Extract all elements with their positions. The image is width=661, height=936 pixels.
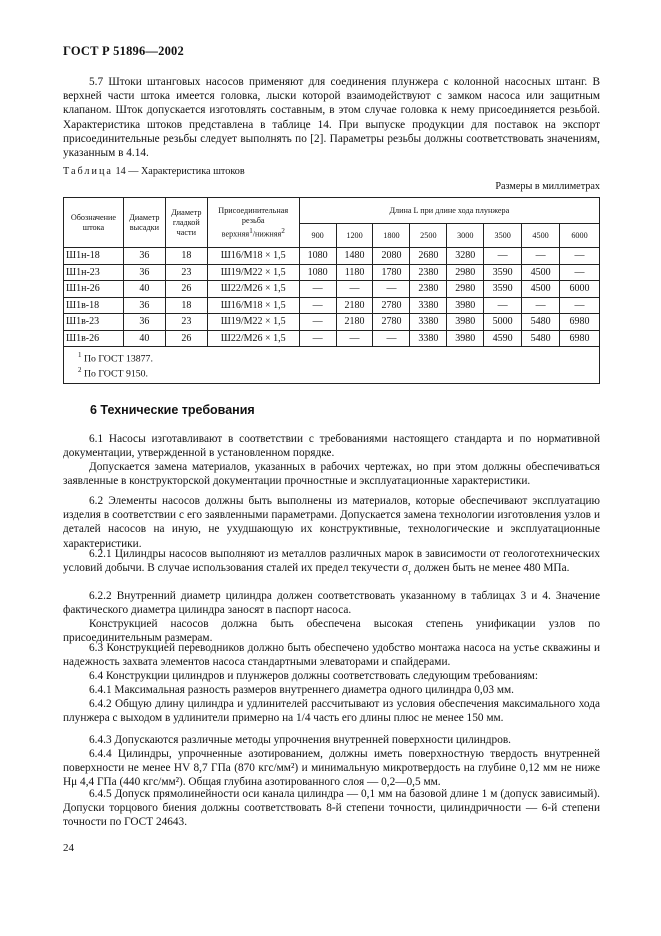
table-cell: 2980: [447, 281, 484, 298]
table-cell: 1080: [299, 248, 336, 265]
table-cell: 2780: [373, 314, 410, 331]
header-smooth-diameter: Диаметр гладкой части: [165, 198, 207, 248]
table-cell: —: [299, 297, 336, 314]
paragraph-6-1-materials: Допускается замена материалов, указанных в рабочих чертежах, но при этом должны обеспечиваться заявленные в конструкторской документации прочностные и эксплуатационные характеристики.: [63, 461, 600, 488]
table-cell: 3380: [410, 330, 447, 347]
table-caption-text: 14 — Характеристика штоков: [115, 166, 245, 177]
table-cell: —: [373, 330, 410, 347]
paragraph-6-2: 6.2 Элементы насосов должны быть выполнены из материалов, которые обеспечивают эксплуатацию изделия в соответствии с его заявленными параметрами. Допускается замена технологии изготовления узлов и деталей насосов на иную, не ухудшающую их конструктивные, технологические и эксплуатационные характеристики.: [63, 495, 600, 550]
table-cell: Ш1н-26: [64, 281, 124, 298]
table-cell: Ш1в-26: [64, 330, 124, 347]
paragraph-6-2-1: [63, 547, 600, 580]
table-cell: 3380: [410, 314, 447, 331]
table-cell: 6980: [560, 314, 600, 331]
table-cell: 3980: [447, 297, 484, 314]
paragraph-6-4-2-end: часть его длины плюс не менее 150 мм.: [310, 712, 504, 725]
table-cell: 36: [123, 248, 165, 265]
footnotes-cell: $^1$ По ГОСТ 13877. $^2$ По ГОСТ 9150.: [64, 347, 600, 384]
table-cell: 4500: [522, 264, 560, 281]
stroke-header: 3500: [484, 224, 522, 248]
table-cell: Ш1н-23: [64, 264, 124, 281]
fraction-quarter: 1/4: [296, 712, 311, 725]
table-cell: Ш22/М26 × 1,5: [207, 281, 299, 298]
header-designation: Обозначение штока: [64, 198, 124, 248]
stroke-header: 1800: [373, 224, 410, 248]
table-cell: 5480: [522, 314, 560, 331]
table-cell: 3590: [484, 264, 522, 281]
header-upset-diameter: Диаметр высадки: [123, 198, 165, 248]
stroke-header: 4500: [522, 224, 560, 248]
table-cell: Ш16/М18 × 1,5: [207, 297, 299, 314]
table-cell: 3590: [484, 281, 522, 298]
table-cell: 40: [123, 281, 165, 298]
table-cell: 40: [123, 330, 165, 347]
table-cell: 1780: [373, 264, 410, 281]
table-cell: 26: [165, 281, 207, 298]
table-cell: 36: [123, 264, 165, 281]
table-cell: —: [560, 297, 600, 314]
table-cell: 23: [165, 264, 207, 281]
table-cell: Ш1в-23: [64, 314, 124, 331]
table-cell: 36: [123, 314, 165, 331]
paragraph-6-4-2: [63, 697, 600, 725]
paragraph-6-2-2: 6.2.2 Внутренний диаметр цилиндра должен соответствовать указанному в таблицах 3 и 4. Значение фактического диаметра цилиндра заносят в паспорт насоса.: [63, 590, 600, 617]
table-cell: —: [484, 297, 522, 314]
table-cell: 2180: [336, 297, 373, 314]
table-cell: 3980: [447, 330, 484, 347]
table-cell: 36: [123, 297, 165, 314]
table-cell: 2780: [373, 297, 410, 314]
paragraph-6-4-5: 6.4.5 Допуск прямолинейности оси канала цилиндра — 0,1 мм на базовой длине 1 м (допуск зависимый). Допуски торцового биения должны соответствовать 8-й степени точности, цилиндричности — 6-й степени точности по ГОСТ 24643.: [63, 788, 600, 829]
header-length: Длина L при длине хода плунжера: [299, 198, 599, 224]
paragraph-6-3: 6.3 Конструкцией переводников должно быть обеспечено удобство монтажа насоса на устье скважины и надежность захвата элементов насоса стандартными элеваторами и спайдерами.: [63, 642, 600, 669]
header-thread-upper: верхняя: [221, 229, 250, 239]
paragraph-6-1: 6.1 Насосы изготавливают в соответствии с требованиями настоящего стандарта и по нормативной документации, утвержденной в установленном порядке.: [63, 433, 600, 460]
table-cell: —: [484, 248, 522, 265]
paragraph-6-2-1-start: 6.2.1 Цилиндры насосов выполняют из металлов различных марок в зависимости от геологотехнических условий добычи. В случае использования сталей их предел текучести σ: [63, 548, 600, 575]
table-cell: 2380: [410, 281, 447, 298]
table-cell: 26: [165, 330, 207, 347]
table-cell: Ш1н-18: [64, 248, 124, 265]
header-connecting-thread: Присоединительная резьба верхняя$^1$/нижняя$^2$: [207, 198, 299, 248]
table-cell: 18: [165, 297, 207, 314]
table-cell: —: [299, 330, 336, 347]
paragraph-6-2-1-end: должен быть не менее 480 МПа.: [411, 562, 570, 575]
table-units: Размеры в миллиметрах: [495, 181, 600, 192]
footnote-1: По ГОСТ 13877.: [83, 353, 153, 365]
paragraph-6-2-2-unification: Конструкцией насосов должна быть обеспечена высокая степень унификации узлов по присоединительным размерам.: [63, 618, 600, 645]
table-cell: 3980: [447, 314, 484, 331]
table-caption-label: Таблица: [63, 166, 113, 177]
table-cell: —: [336, 281, 373, 298]
table-cell: —: [560, 248, 600, 265]
footnote-2: По ГОСТ 9150.: [83, 368, 149, 380]
table-cell: 2080: [373, 248, 410, 265]
paragraph-6-4-3: 6.4.3 Допускаются различные методы упрочнения внутренней поверхности цилиндров.: [89, 734, 511, 746]
paragraph-6-4-2-start: 6.4.2 Общую длину цилиндра и удлинителей рассчитывают из условия обеспечения максимального хода плунжера с выходом в удлинители примерно на: [63, 698, 600, 725]
table-cell: Ш1в-18: [64, 297, 124, 314]
table-cell: 2980: [447, 264, 484, 281]
table-cell: 2380: [410, 264, 447, 281]
table-cell: 2680: [410, 248, 447, 265]
table-cell: —: [299, 314, 336, 331]
table-cell: 5000: [484, 314, 522, 331]
stroke-header: 2500: [410, 224, 447, 248]
table-cell: —: [336, 330, 373, 347]
page-number: 24: [63, 842, 74, 854]
table-cell: 4500: [522, 281, 560, 298]
table-cell: Ш19/М22 × 1,5: [207, 264, 299, 281]
stroke-header: 3000: [447, 224, 484, 248]
table-footnotes: [64, 347, 600, 384]
table-row: [64, 281, 600, 298]
table-cell: 3380: [410, 297, 447, 314]
table-cell: 2180: [336, 314, 373, 331]
table-row: [64, 314, 600, 331]
table-cell: Ш19/М22 × 1,5: [207, 314, 299, 331]
table-cell: 18: [165, 248, 207, 265]
table-cell: 3280: [447, 248, 484, 265]
stroke-header: 6000: [560, 224, 600, 248]
table-cell: —: [373, 281, 410, 298]
header-thread-title: Присоединительная резьба: [218, 205, 289, 225]
table-cell: 1480: [336, 248, 373, 265]
table-cell: 5480: [522, 330, 560, 347]
table-cell: Ш22/М26 × 1,5: [207, 330, 299, 347]
paragraph-5-7: 5.7 Штоки штанговых насосов применяют для соединения плунжера с колонной насосных штанг. В верхней части штока имеется головка, лыски которой взаимодействуют с замком насоса или защитным клапаном. Шток допускается изготовлять составным, в этом случае головка к нему присоединяется резьбой. Характеристика штоков представлена в таблице 14. При выпуске продукции для поставок на экспорт присоединительные резьбы следует выполнять по [2]. Параметры резьбы должны соответствовать значениям, указанным в 4.14.: [63, 76, 600, 160]
table-cell: —: [560, 264, 600, 281]
table-cell: —: [299, 281, 336, 298]
rod-characteristics-table: [63, 197, 600, 384]
table-row: [64, 330, 600, 347]
section-title: 6 Технические требования: [90, 403, 255, 417]
sigma-subscript: т: [408, 568, 412, 577]
table-cell: 23: [165, 314, 207, 331]
stroke-header: 900: [299, 224, 336, 248]
table-cell: —: [522, 248, 560, 265]
table-row: [64, 297, 600, 314]
stroke-header: 1200: [336, 224, 373, 248]
table-cell: 6980: [560, 330, 600, 347]
header-thread-lower: нижняя: [254, 229, 282, 239]
document-header: ГОСТ Р 51896—2002: [63, 44, 184, 58]
paragraph-6-4-4: 6.4.4 Цилиндры, упрочненные азотированием, должны иметь поверхностную твердость внутренней поверхности не менее HV 8,7 ГПа (870 кгс/мм²) и минимальную микротвердость на глубине 0,12 мм не ниже Hμ 4,4 ГПа (440 кгс/мм²). Общая глубина азотированного слоя — 0,2—0,5 мм.: [63, 748, 600, 789]
table-cell: 1180: [336, 264, 373, 281]
table-cell: 4590: [484, 330, 522, 347]
table-cell: 1080: [299, 264, 336, 281]
paragraph-6-4: 6.4 Конструкции цилиндров и плунжеров должны соответствовать следующим требованиям:: [89, 670, 538, 682]
table-row: [64, 248, 600, 265]
table-cell: Ш16/М18 × 1,5: [207, 248, 299, 265]
paragraph-6-4-1: 6.4.1 Максимальная разность размеров внутреннего диаметра одного цилиндра 0,03 мм.: [89, 684, 514, 696]
table-caption: [63, 166, 245, 177]
table-cell: —: [522, 297, 560, 314]
table-cell: 6000: [560, 281, 600, 298]
table-row: [64, 264, 600, 281]
